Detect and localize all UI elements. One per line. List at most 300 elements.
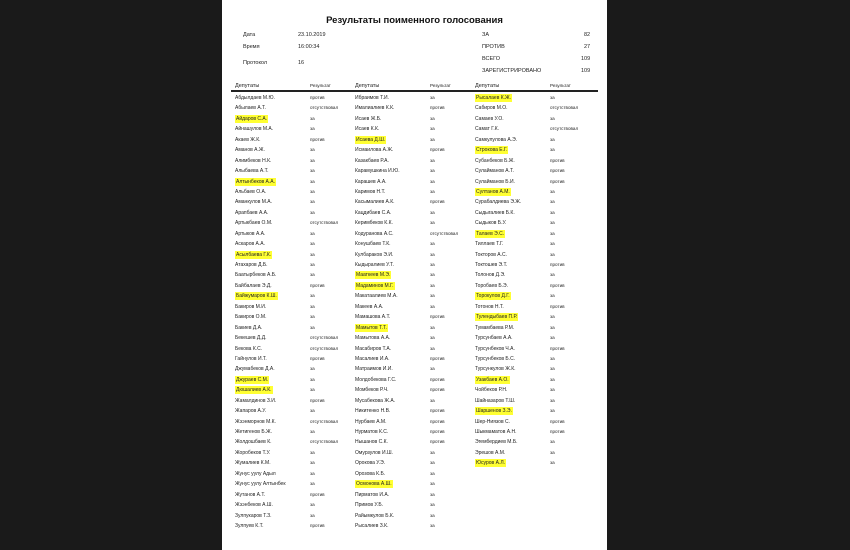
- result-header: Результат: [550, 83, 571, 88]
- za-label: ЗА: [482, 32, 489, 38]
- vote-result: за: [310, 147, 315, 153]
- vote-result: за: [430, 397, 435, 403]
- table-row: [355, 469, 475, 479]
- deputy-name: Мамытов Т.Т.: [356, 324, 387, 331]
- table-row: [475, 333, 599, 343]
- deputy-name: Арапбаев А.А.: [235, 209, 269, 216]
- vote-result: за: [430, 209, 435, 215]
- vote-result: против: [430, 105, 445, 111]
- deputy-name: Пирматов И.А.: [355, 491, 390, 498]
- vote-result: за: [430, 251, 435, 257]
- table-row: [475, 448, 599, 458]
- table-row: [235, 291, 355, 301]
- deputy-name: Ималиалиев К.К.: [355, 105, 395, 112]
- vote-result: против: [310, 491, 325, 497]
- table-row: [355, 521, 475, 531]
- deputy-name: Касымалиев А.К.: [355, 199, 395, 206]
- vote-result: против: [310, 136, 325, 142]
- deputy-name: Шайназаров Т.Ш.: [475, 397, 516, 404]
- deputy-name: Сулайманов А.Т.: [475, 168, 514, 175]
- column-header: [475, 82, 599, 90]
- vote-result: за: [430, 460, 435, 466]
- table-row: [355, 417, 475, 427]
- vote-result: за: [430, 136, 435, 142]
- deputy-name: Тотонов Н.Т.: [475, 303, 504, 310]
- deputy-name: Эрешов А.М.: [475, 449, 506, 456]
- deputy-name: Мааткеев М.Э.: [356, 272, 391, 279]
- deputy-name: Мамытова А.А.: [355, 335, 391, 342]
- table-row: [355, 479, 475, 489]
- deputy-name: Орозова К.Б.: [355, 470, 386, 477]
- deputy-name: Тумамбаева Р.М.: [475, 324, 515, 331]
- deputy-name: Кыдыралиев У.Т.: [355, 262, 394, 268]
- vote-result: за: [430, 188, 435, 194]
- vote-result: за: [310, 303, 315, 309]
- deputy-name: Жутанов А.Т.: [235, 491, 266, 498]
- table-row: [235, 281, 355, 291]
- deputy-name: Тулендыбаев П.Р.: [476, 314, 518, 321]
- vote-result: за: [310, 460, 315, 466]
- deputy-name: Зулпукаров Т.З.: [235, 512, 272, 519]
- vote-result: отсутствовал: [430, 230, 459, 236]
- table-row: [235, 490, 355, 500]
- deputy-name: Аскаров А.А.: [235, 241, 265, 248]
- table-row: [355, 166, 475, 176]
- protocol-label: Протокол: [243, 60, 268, 66]
- deputy-name: Самаев У.О.: [475, 115, 504, 122]
- vote-result: за: [310, 408, 315, 414]
- deputy-name: Айдаров С.А.: [236, 115, 268, 122]
- vote-result: за: [550, 293, 555, 299]
- deputy-name: Нурматов К.С.: [355, 429, 389, 435]
- deputy-name: Турсунбеков Ч.А.: [475, 345, 515, 352]
- vote-result: против: [430, 387, 445, 393]
- vote-result: против: [550, 418, 565, 424]
- deputy-name: Нышанов С.К.: [355, 439, 388, 446]
- vote-result: против: [310, 355, 325, 361]
- vote-result: за: [310, 230, 315, 236]
- vote-result: за: [550, 439, 555, 445]
- deputy-name: Алыбаева А.Т.: [235, 168, 269, 175]
- vote-result: за: [430, 272, 435, 278]
- vote-result: против: [310, 522, 325, 528]
- deputy-name: Никитенко Н.В.: [355, 408, 391, 415]
- vote-result: за: [550, 220, 555, 226]
- table-row: [355, 312, 475, 322]
- table-row: [475, 229, 599, 239]
- table-row: [355, 124, 475, 134]
- table-row: [475, 135, 599, 145]
- deputy-name: Матраимов И.И.: [355, 366, 393, 373]
- deputy-name: Жапаров А.У.: [235, 408, 267, 415]
- vote-result: за: [430, 157, 435, 163]
- table-row: [235, 511, 355, 521]
- table-row: [235, 448, 355, 458]
- table-row: [235, 500, 355, 510]
- table-row: [235, 208, 355, 218]
- vote-result: за: [310, 512, 315, 518]
- deputy-name: Турсункулов Ж.К.: [475, 366, 516, 373]
- deputy-name: Карамушкина И.Ю.: [355, 168, 400, 175]
- protiv-label: ПРОТИВ: [482, 44, 505, 50]
- table-row: [355, 250, 475, 260]
- table-row: [235, 396, 355, 406]
- vote-result: против: [430, 429, 445, 434]
- deputy-name: Сыдыгалиев Б.К.: [475, 209, 515, 216]
- table-row: [235, 469, 355, 479]
- table-row: [475, 385, 599, 395]
- table-row: [235, 239, 355, 249]
- table-row: [355, 427, 475, 437]
- deputy-name: Исаев К.К.: [355, 126, 380, 133]
- deputy-name: Каримов Н.Т.: [355, 188, 386, 195]
- table-row: [355, 500, 475, 510]
- deputy-name: Артыков А.А.: [235, 230, 266, 237]
- deputy-name: Султанов А.М.: [476, 188, 510, 195]
- vote-result: за: [550, 230, 555, 236]
- deputy-name: Самат Г.К.: [475, 126, 500, 133]
- table-row: [475, 344, 599, 354]
- table-row: [235, 93, 355, 103]
- vote-result: отсутствовал: [310, 439, 339, 445]
- table-row: [355, 177, 475, 187]
- table-row: [475, 187, 599, 197]
- deputy-name: Масабиров Т.А.: [355, 345, 392, 352]
- table-row: [475, 437, 599, 447]
- vote-result: за: [310, 449, 315, 455]
- table-row: [355, 490, 475, 500]
- table-row: [475, 114, 599, 124]
- deputy-name: Жолдошбаев К.: [235, 439, 272, 446]
- vote-result: против: [430, 376, 445, 382]
- deputy-name: Мадаминов М.Г.: [356, 282, 394, 289]
- vote-result: за: [310, 376, 315, 382]
- table-row: [355, 344, 475, 354]
- deputy-name: Шер-Ниязов С.: [475, 418, 510, 425]
- deputy-name: Примов У.Б.: [355, 502, 384, 509]
- deputy-name: Исаева Д.Ш.: [356, 136, 386, 143]
- za-value: 82: [584, 32, 591, 38]
- table-row: [355, 103, 475, 113]
- deputy-name: Алтынбеков А.А.: [236, 178, 276, 185]
- vote-result: за: [550, 241, 555, 247]
- deputy-name: Бакиев Д.А.: [235, 324, 263, 331]
- vote-result: против: [310, 397, 325, 403]
- vote-result: за: [430, 168, 435, 174]
- vote-result: против: [430, 408, 445, 414]
- table-row: [235, 218, 355, 228]
- table-row: [235, 135, 355, 145]
- deputy-name: Торокулов Д.Г.: [476, 293, 510, 300]
- vote-result: за: [310, 293, 315, 299]
- deputy-name: Жетигенов Б.Ж.: [235, 429, 273, 435]
- table-row: [475, 291, 599, 301]
- table-row: [235, 333, 355, 343]
- vote-result: за: [310, 115, 315, 121]
- deputy-name: Алимбеков Н.К.: [235, 157, 272, 164]
- table-row: [475, 270, 599, 280]
- vote-result: за: [550, 199, 555, 205]
- deputy-name: Токторов А.С.: [475, 251, 508, 258]
- vote-result: за: [430, 491, 435, 497]
- table-row: [235, 124, 355, 134]
- deputy-name: Аманов А.Ж.: [235, 147, 265, 154]
- table-row: [475, 208, 599, 218]
- deputy-header: Депутаты: [475, 83, 500, 89]
- deputy-name: Альбаев О.А.: [235, 188, 267, 195]
- table-row: [235, 364, 355, 374]
- deputy-name: Конушбаев Т.К.: [355, 241, 391, 248]
- deputy-name: Кулбараков Э.И.: [355, 251, 394, 258]
- time-label: Время: [243, 44, 260, 50]
- table-row: [475, 103, 599, 113]
- vote-result: за: [310, 157, 315, 163]
- deputy-name: Сулайманов Б.И.: [475, 178, 515, 185]
- vote-result: за: [430, 522, 435, 528]
- table-row: [475, 406, 599, 416]
- table-row: [475, 427, 599, 437]
- deputies-column-1: [235, 82, 355, 531]
- vote-result: против: [430, 439, 445, 445]
- vote-result: против: [430, 147, 445, 153]
- deputy-name: Эгембердиев М.Б.: [475, 439, 518, 446]
- table-row: [475, 124, 599, 134]
- vote-result: за: [550, 324, 555, 330]
- table-row: [475, 323, 599, 333]
- deputy-name: Узакбаев А.О.: [476, 376, 509, 383]
- deputy-name: Ибраимов Т.И.: [355, 95, 389, 101]
- table-row: [355, 448, 475, 458]
- protiv-value: 27: [584, 44, 591, 50]
- vote-result: за: [550, 136, 555, 142]
- deputy-name: Шаршенов З.Э.: [476, 408, 512, 415]
- vote-result: отсутствовал: [310, 335, 339, 341]
- deputy-name: Абылаев А.Т.: [235, 105, 266, 112]
- vote-result: за: [430, 220, 435, 226]
- table-row: [475, 177, 599, 187]
- table-row: [475, 396, 599, 406]
- vote-result: за: [430, 303, 435, 309]
- table-row: [235, 375, 355, 385]
- deputy-name: Жоробеков Т.У.: [235, 449, 271, 456]
- date-value: 23.10.2019: [298, 32, 326, 38]
- table-row: [235, 458, 355, 468]
- deputy-name: Атахаров Д.Б.: [235, 262, 268, 268]
- table-row: [475, 166, 599, 176]
- table-row: [355, 156, 475, 166]
- vote-result: за: [550, 376, 555, 382]
- vote-result: за: [550, 272, 555, 278]
- deputy-name: Сыдыков Б.У.: [475, 220, 507, 227]
- deputy-name: Самкулулова А.Э.: [475, 136, 518, 143]
- deputy-name: Жээнбеков А.Ш.: [235, 502, 273, 509]
- vote-result: против: [550, 157, 565, 163]
- deputy-name: Талаев Э.С.: [476, 230, 505, 237]
- deputy-name: Джураев С.М.: [236, 376, 269, 383]
- vote-result: за: [430, 449, 435, 455]
- deputy-name: Жунус уулу Адыл: [235, 470, 276, 477]
- deputy-name: Кодуранова А.С.: [355, 230, 394, 237]
- table-row: [355, 323, 475, 333]
- vote-result: за: [430, 512, 435, 518]
- deputy-name: Макатаалиев М.А.: [355, 293, 398, 300]
- table-row: [475, 156, 599, 166]
- vote-result: за: [430, 366, 435, 372]
- deputy-name: Субанбеков Б.Ж.: [475, 157, 515, 164]
- table-row: [235, 145, 355, 155]
- table-row: [235, 177, 355, 187]
- table-row: [475, 417, 599, 427]
- time-value: 16:00:34: [298, 44, 320, 50]
- protocol-value: 16: [298, 60, 305, 66]
- deputy-name: Мусабекова Ж.А.: [355, 397, 396, 404]
- column-header: [355, 82, 475, 90]
- table-row: [355, 333, 475, 343]
- vote-result: против: [430, 314, 445, 320]
- table-row: [355, 114, 475, 124]
- deputy-name: Толонов Д.Э.: [475, 272, 506, 279]
- vote-result: за: [550, 95, 555, 100]
- vote-result: за: [430, 241, 435, 247]
- table-row: [235, 385, 355, 395]
- deputy-name: Казакбаев Р.А.: [355, 157, 389, 164]
- deputy-name: Байжумаров К.Ш.: [236, 293, 277, 300]
- deputy-name: Айнашулов М.А.: [235, 126, 274, 133]
- vote-result: за: [310, 366, 315, 372]
- vote-result: за: [550, 314, 555, 320]
- table-row: [235, 437, 355, 447]
- registered-label: ЗАРЕГИСТРИРОВАНО: [482, 68, 542, 74]
- deputy-name: Момбеков Р.Ч.: [355, 387, 389, 394]
- vote-result: за: [550, 397, 555, 403]
- vote-result: за: [310, 168, 315, 174]
- vote-result: за: [310, 251, 315, 257]
- table-row: [475, 302, 599, 312]
- vote-result: за: [550, 209, 555, 215]
- deputy-name: Бакиров М.И.: [235, 303, 267, 310]
- vote-result: за: [310, 314, 315, 320]
- vote-result: против: [550, 282, 565, 288]
- deputies-column-3: [475, 82, 599, 469]
- vote-result: против: [550, 262, 565, 267]
- vote-result: против: [310, 282, 325, 288]
- vote-result: за: [310, 481, 315, 487]
- table-row: [235, 479, 355, 489]
- deputy-name: Акаев Ж.К.: [235, 136, 261, 143]
- table-row: [235, 354, 355, 364]
- vote-result: за: [430, 262, 435, 267]
- deputy-header: Депутаты: [355, 83, 380, 89]
- table-row: [355, 437, 475, 447]
- table-row: [235, 302, 355, 312]
- vote-result: за: [310, 199, 315, 205]
- deputy-name: Райымкулов Б.К.: [355, 512, 395, 519]
- table-row: [235, 427, 355, 437]
- deputy-name: Турсунбаев А.А.: [475, 335, 513, 342]
- table-row: [235, 187, 355, 197]
- table-row: [235, 166, 355, 176]
- vote-result: за: [430, 126, 435, 132]
- table-row: [475, 281, 599, 291]
- vsego-value: 109: [581, 56, 591, 62]
- vote-result: за: [430, 282, 435, 288]
- deputy-name: Орокова У.Э.: [355, 460, 386, 467]
- table-row: [475, 354, 599, 364]
- table-row: [235, 156, 355, 166]
- deputy-name: Исмаилова А.Ж.: [355, 147, 394, 154]
- table-row: [475, 197, 599, 207]
- table-row: [475, 218, 599, 228]
- vote-result: против: [550, 178, 565, 184]
- table-row: [235, 521, 355, 531]
- deputy-name: Карашев А.А.: [355, 178, 387, 185]
- deputy-name: Омурзулов И.Ш.: [355, 449, 393, 456]
- document-page: [222, 0, 607, 550]
- deputy-header: Депутаты: [235, 83, 260, 89]
- table-row: [355, 93, 475, 103]
- table-row: [355, 302, 475, 312]
- vote-result: за: [430, 470, 435, 476]
- deputy-name: Рысалиев З.К.: [355, 522, 389, 529]
- deputy-name: Юсуров А.Л.: [476, 460, 505, 467]
- deputy-name: Гайнулов И.Т.: [235, 355, 267, 362]
- deputy-name: Джумабеков Д.А.: [235, 366, 275, 373]
- deputy-name: Шыкмаматов А.Н.: [475, 429, 517, 435]
- table-row: [235, 250, 355, 260]
- deputy-name: Макеев А.А.: [355, 303, 384, 310]
- deputy-name: Жумалиев К.М.: [235, 460, 271, 467]
- deputy-name: Нурбаев А.М.: [355, 418, 387, 425]
- deputy-name: Зулпуев К.Т.: [235, 522, 264, 529]
- table-row: [355, 135, 475, 145]
- table-row: [355, 270, 475, 280]
- vote-result: за: [430, 293, 435, 299]
- table-row: [355, 511, 475, 521]
- deputy-name: Аманкулов М.А.: [235, 199, 273, 206]
- vote-result: за: [310, 209, 315, 215]
- deputy-name: Бекова К.С.: [235, 345, 263, 352]
- table-row: [475, 239, 599, 249]
- vote-result: за: [430, 95, 435, 100]
- deputy-name: Мамашова А.Т.: [355, 314, 391, 321]
- vote-result: за: [550, 335, 555, 341]
- table-row: [235, 270, 355, 280]
- vote-result: за: [550, 355, 555, 361]
- vote-result: за: [550, 460, 555, 466]
- vote-result: против: [550, 345, 565, 351]
- table-row: [235, 312, 355, 322]
- deputy-name: Молдобекова Г.С.: [355, 376, 397, 383]
- table-row: [355, 229, 475, 239]
- deputy-name: Дюшалиев А.К.: [236, 387, 272, 394]
- table-row: [355, 385, 475, 395]
- vote-result: за: [550, 449, 555, 455]
- vote-result: отсутствовал: [310, 220, 339, 226]
- table-row: [355, 218, 475, 228]
- table-row: [475, 312, 599, 322]
- table-row: [355, 291, 475, 301]
- vsego-label: ВСЕГО: [482, 56, 501, 62]
- vote-result: за: [550, 188, 555, 194]
- table-row: [355, 354, 475, 364]
- deputy-name: Осмонова А.Ш.: [356, 481, 392, 488]
- vote-result: отсутствовал: [310, 345, 339, 351]
- vote-result: против: [430, 355, 445, 361]
- date-label: Дата: [243, 32, 256, 38]
- deputy-name: Токтошев Э.Т.: [475, 262, 508, 268]
- deputy-name: Строкова Е.Г.: [476, 147, 508, 154]
- vote-result: за: [310, 502, 315, 508]
